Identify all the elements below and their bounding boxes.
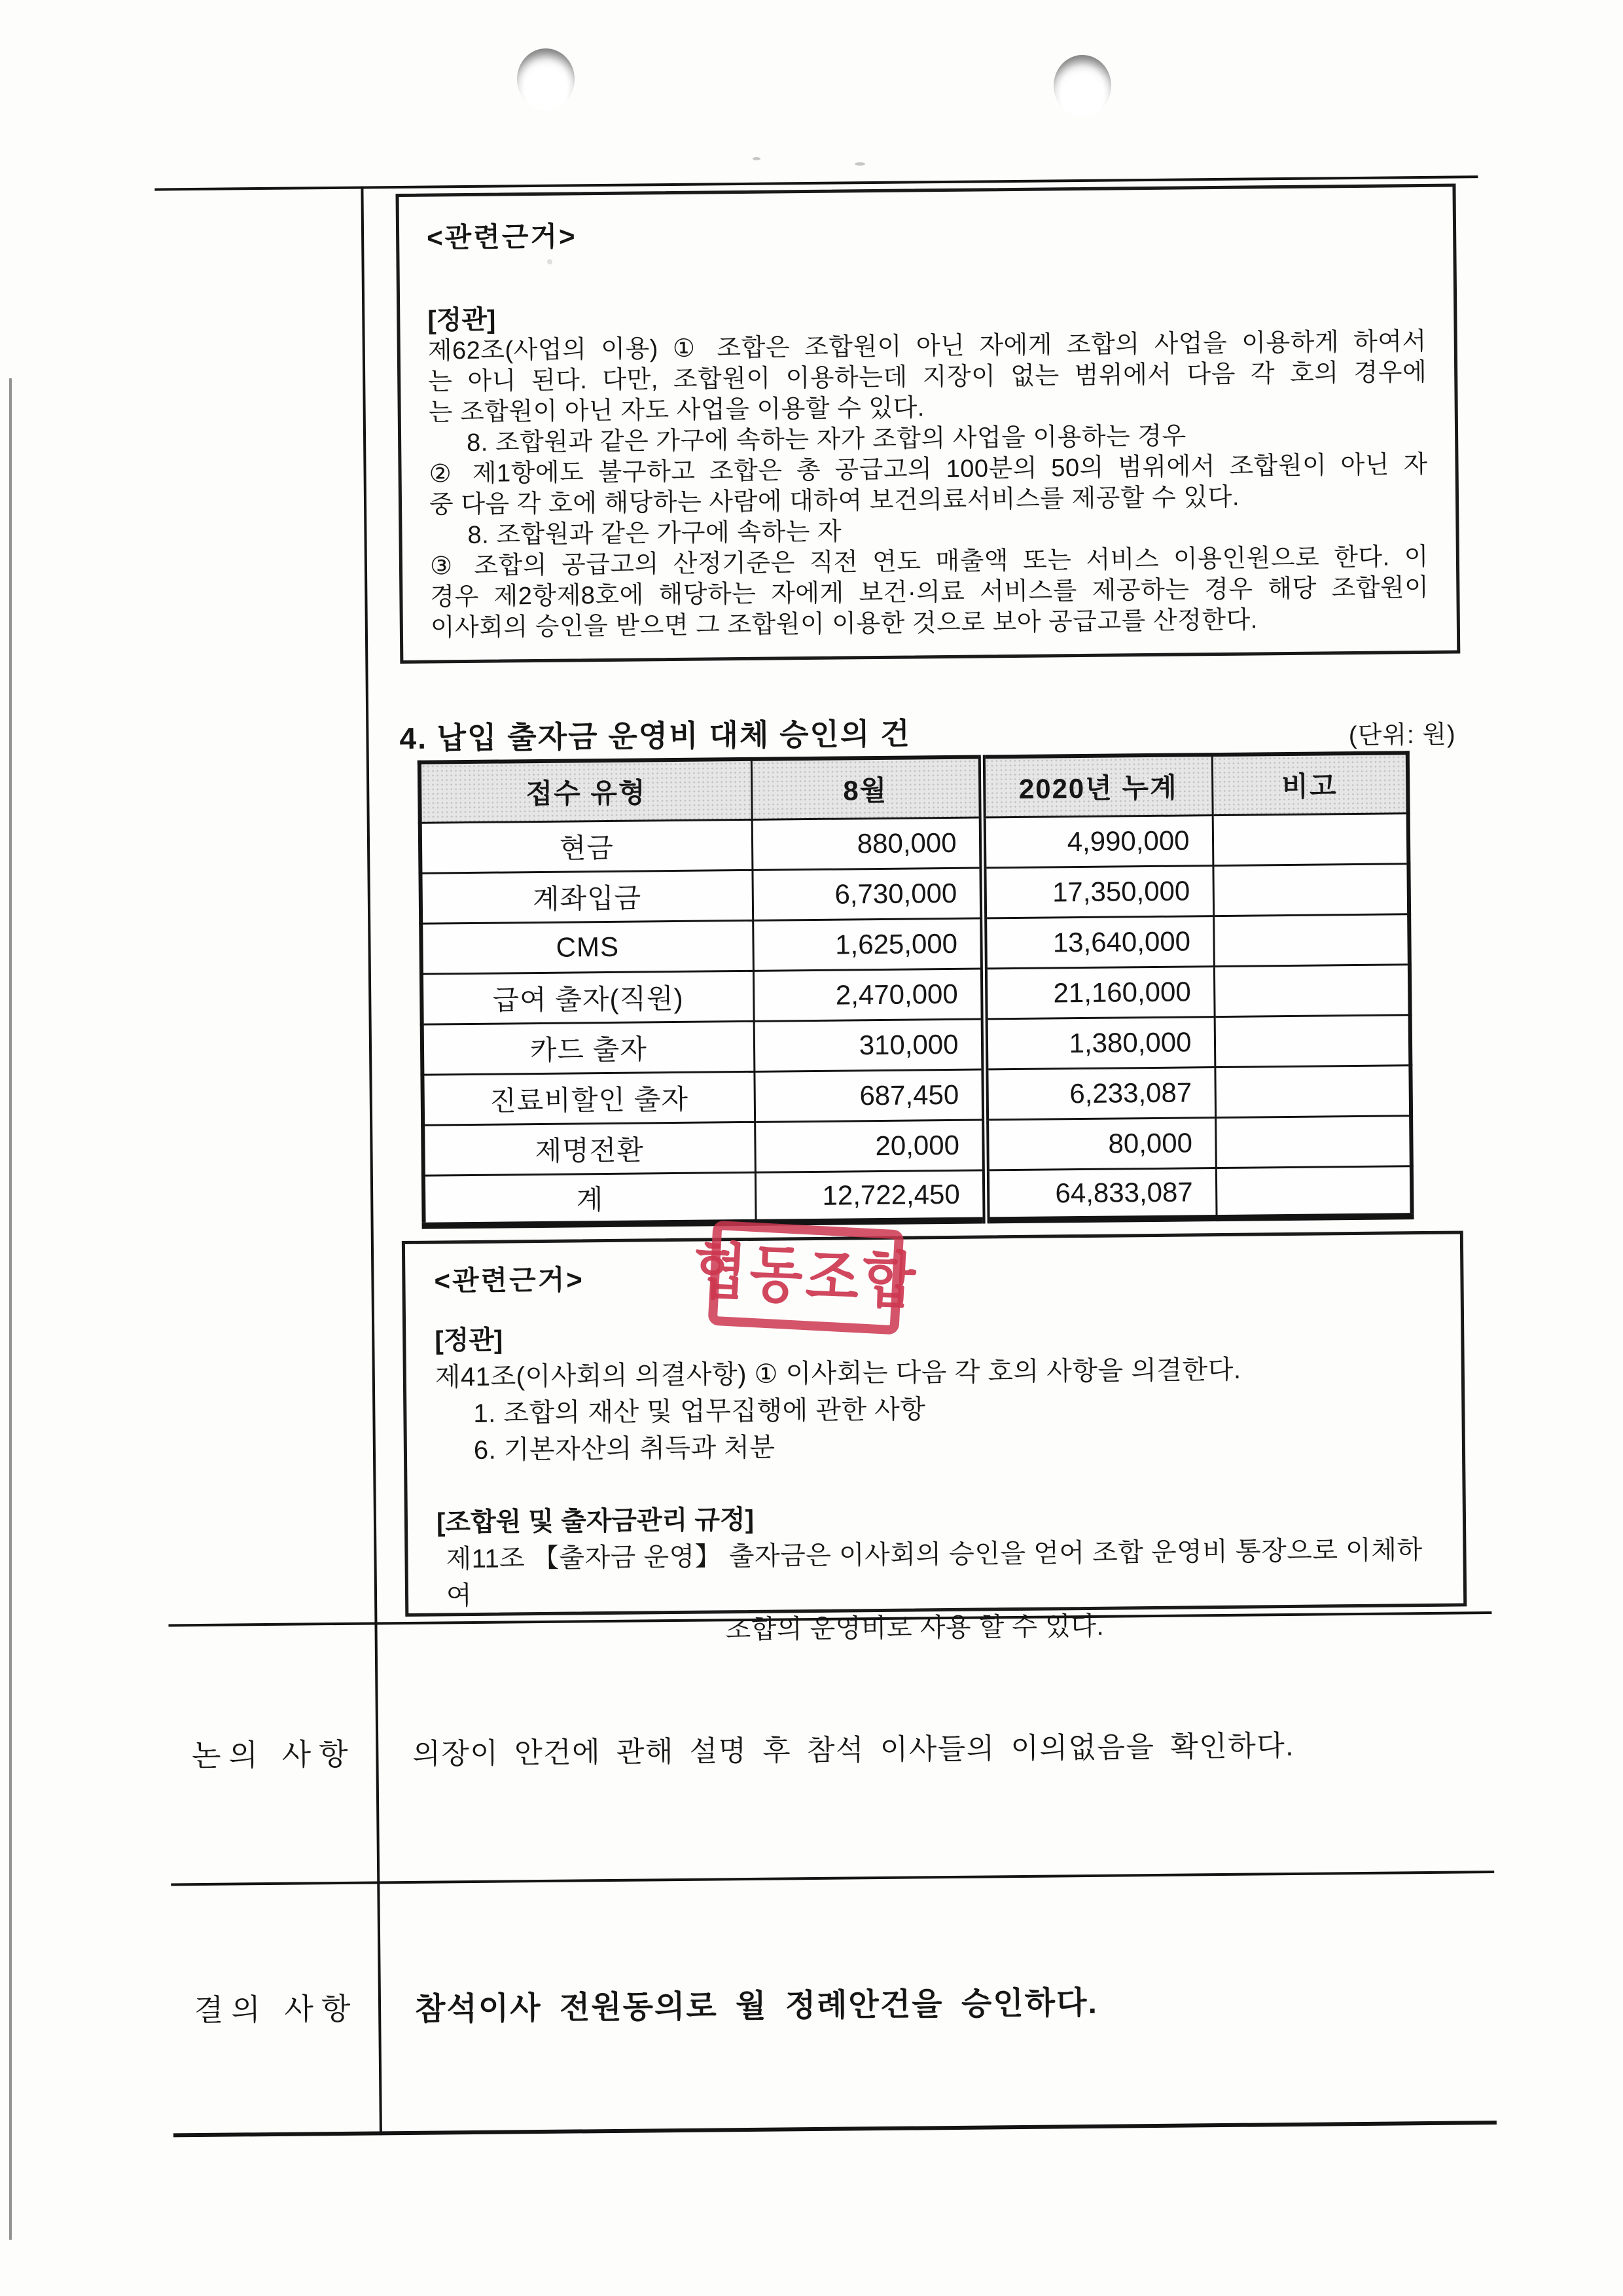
- statute-line: 는 아니 된다. 다만, 조합원이 이용하는데 지장이 없는 범위에서 다음 각 호의 경우에: [428, 358, 1427, 396]
- cumulative-cell: 21,160,000: [984, 966, 1215, 1018]
- header-august: 8월: [751, 757, 982, 819]
- table-row: [420, 863, 1409, 923]
- table-row: [422, 1014, 1411, 1074]
- reference-title: <관련근거>: [434, 1264, 584, 1297]
- type-cell: 진료비할인 출자: [422, 1071, 755, 1125]
- section-label: [정관]: [435, 1325, 503, 1355]
- statute-line: 중 다음 각 호에 해당하는 사람에 대하여 보건의료서비스를 제공할 수 있다.: [429, 483, 1240, 519]
- cumulative-cell: 17,350,000: [982, 865, 1213, 918]
- table-row: [421, 914, 1410, 973]
- stamp-text: 협동조합: [691, 1237, 921, 1318]
- type-cell: CMS: [421, 920, 753, 974]
- august-cell: 1,625,000: [753, 918, 984, 970]
- table-total-row: [423, 1166, 1412, 1225]
- august-cell: 12,722,450: [755, 1170, 986, 1222]
- cumulative-cell: 13,640,000: [983, 916, 1214, 968]
- section-label: [정관]: [427, 305, 496, 335]
- type-cell: 계: [423, 1172, 756, 1226]
- table-row: [423, 1115, 1412, 1175]
- reference-box-1: [395, 183, 1460, 664]
- august-cell: 687,450: [754, 1069, 985, 1121]
- statute-line: 제11조 【출자금 운영】 출자금은 이사회의 승인을 얻어 조합 운영비 통장으로 이체하여: [446, 1535, 1423, 1611]
- note-cell: [1214, 964, 1410, 1016]
- statute-line: 제62조(사업의 이용) ① 조합은 조합원이 아닌 자에게 조합의 사업을 이용하게 하여서: [427, 327, 1427, 365]
- statute-line: ② 제1항에도 불구하고 조합은 총 공급고의 100분의 50의 범위에서 조합원이 아닌 자: [429, 450, 1428, 488]
- note-cell: [1216, 1166, 1412, 1218]
- table-header-row: [419, 753, 1408, 822]
- statute-line: 이사회의 승인을 받으면 그 조합원이 이용한 것으로 보아 공급고를 산정한다.: [430, 606, 1258, 642]
- table-row: [421, 964, 1410, 1024]
- august-cell: 2,470,000: [753, 968, 984, 1020]
- note-cell: [1213, 863, 1409, 916]
- type-cell: 카드 출자: [422, 1021, 755, 1075]
- header-2020-cumulative: 2020년 누계: [982, 755, 1213, 817]
- statute-line: 6. 기본자산의 취득과 처분: [473, 1433, 776, 1465]
- reference-box-2: [402, 1230, 1467, 1645]
- table-row: [422, 1065, 1411, 1124]
- august-cell: 310,000: [754, 1018, 985, 1071]
- agenda-heading: 4. 납입 출자금 운영비 대체 승인의 건: [399, 716, 911, 756]
- note-cell: [1215, 1115, 1412, 1168]
- reference-title: <관련근거>: [426, 221, 577, 253]
- deposit-table: [418, 751, 1414, 1229]
- note-cell: [1213, 914, 1410, 966]
- type-cell: 급여 출자(직원): [421, 971, 754, 1024]
- unit-label: (단위: 원): [1348, 721, 1456, 750]
- note-cell: [1215, 1065, 1411, 1117]
- discussion-content-cell: [377, 1611, 1495, 1881]
- august-cell: 20,000: [755, 1119, 986, 1172]
- discussion-text: 의장이 안건에 관해 설명 후 참석 이사들의 이의없음을 확인하다.: [412, 1729, 1295, 1770]
- resolution-text: 참석이사 전원동의로 월 정례안건을 승인하다.: [414, 1985, 1099, 2027]
- august-cell: 6,730,000: [752, 867, 983, 920]
- cumulative-cell: 80,000: [985, 1117, 1216, 1170]
- resolution-content-cell: [380, 1871, 1498, 2131]
- statute-line: 8. 조합원과 같은 가구에 속하는 자가 조합의 사업을 이용하는 경우: [466, 422, 1186, 457]
- cumulative-cell: 64,833,087: [986, 1168, 1217, 1220]
- cumulative-cell: 4,990,000: [982, 815, 1213, 867]
- type-cell: 제명전환: [423, 1122, 755, 1175]
- cumulative-cell: 6,233,087: [984, 1067, 1215, 1119]
- statute-line: 경우 제2항제8호에 해당하는 자에게 보건·의료 서비스를 제공하는 경우 해당 조합원이: [430, 573, 1429, 611]
- august-cell: 880,000: [752, 817, 983, 869]
- statute-line: 1. 조합의 재산 및 업무집행에 관한 사항: [473, 1395, 926, 1428]
- note-cell: [1215, 1014, 1411, 1067]
- table-row: [420, 813, 1409, 872]
- statute-line: 8. 조합원과 같은 가구에 속하는 자: [467, 518, 842, 550]
- type-cell: 계좌입금: [420, 870, 753, 924]
- cumulative-cell: 1,380,000: [984, 1016, 1215, 1069]
- resolution-label-cell: 결의 사항: [194, 1991, 359, 2028]
- statute-line: ③ 조합의 공급고의 산정기준은 직전 연도 매출액 또는 서비스 이용인원으로 한다. 이: [429, 543, 1429, 581]
- header-receipt-type: 접수 유형: [419, 759, 752, 823]
- cooperative-stamp: [691, 1221, 921, 1335]
- statute-line: 조합의 운영비로 사용 할 수 있다.: [725, 1611, 1105, 1645]
- note-cell: [1213, 813, 1409, 865]
- section-label: [조합원 및 출자금관리 규정]: [436, 1505, 755, 1537]
- header-note: 비고: [1212, 753, 1408, 815]
- type-cell: 현금: [420, 819, 753, 873]
- statute-line: 는 조합원이 아닌 자도 사업을 이용할 수 있다.: [428, 394, 925, 427]
- statute-line: 제41조(이사회의 의결사항) ① 이사회는 다음 각 호의 사항을 의결한다.: [435, 1355, 1241, 1392]
- discussion-label-cell: 논의 사항: [191, 1736, 356, 1773]
